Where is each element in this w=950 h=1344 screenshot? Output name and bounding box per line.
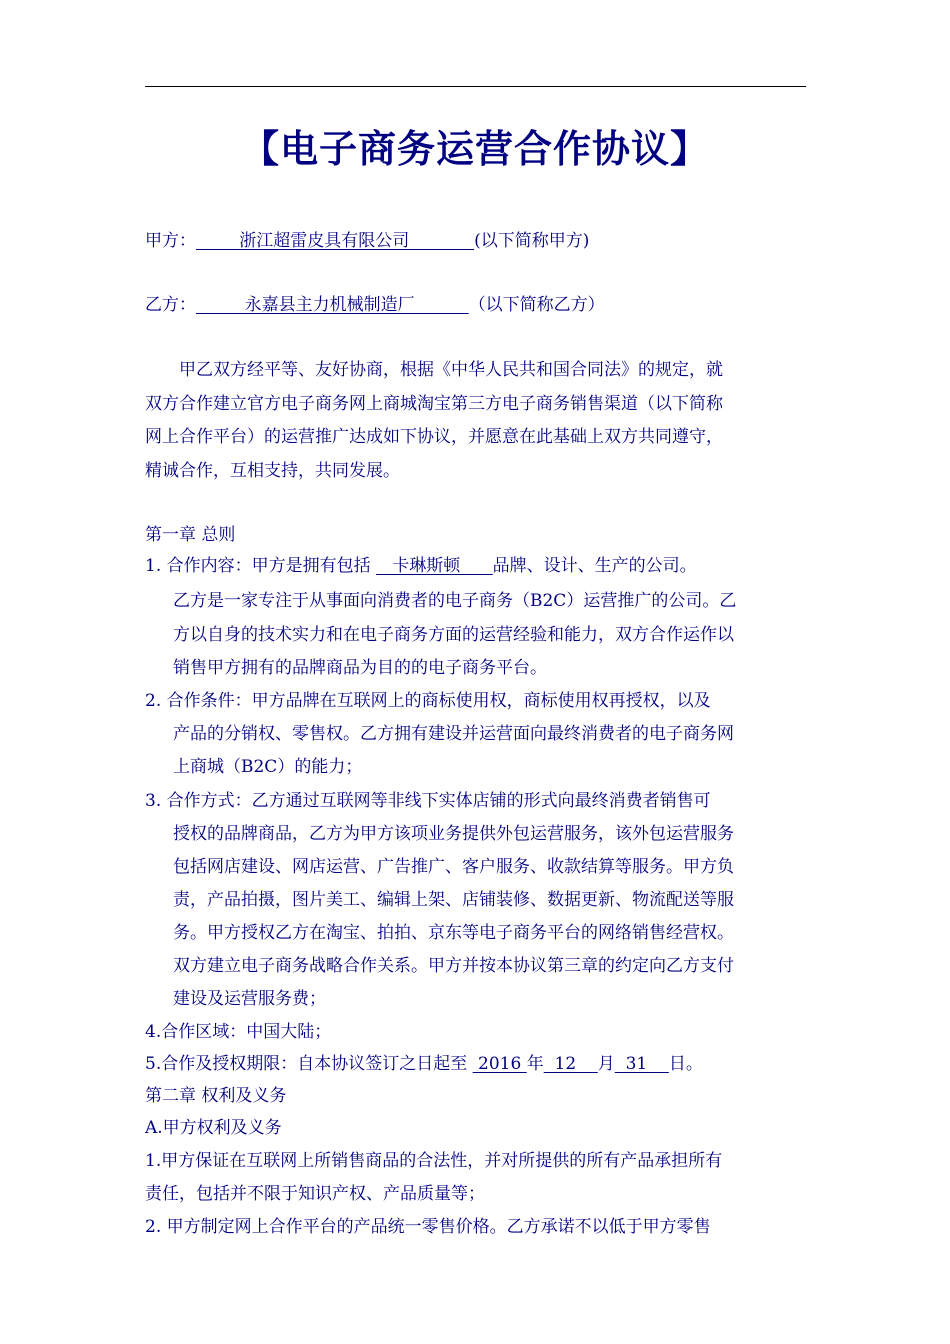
party-b-name: 永嘉县主力机械制造厂 (196, 295, 469, 315)
clause-a1-line: 责任，包括并不限于知识产权、产品质量等； (145, 1184, 485, 1204)
clause-3-line: 3. 合作方式：乙方通过互联网等非线下实体店铺的形式向最终消费者销售可 (145, 791, 711, 811)
clause-a2-line: 2. 甲方制定网上合作平台的产品统一零售价格。乙方承诺不以低于甲方零售 (145, 1217, 711, 1237)
party-a-line (145, 226, 589, 251)
preamble-line: 精诚合作，互相支持，共同发展。 (145, 461, 400, 481)
brand-name: 卡琳斯顿 (376, 556, 493, 576)
preamble-line: 网上合作平台）的运营推广达成如下协议，并愿意在此基础上双方共同遵守， (145, 427, 723, 447)
party-a-suffix: (以下简称甲方) (474, 231, 590, 251)
clause-3-line: 建设及运营服务费； (173, 989, 326, 1009)
end-day: 31 (614, 1054, 669, 1074)
clause-4-line: 4.合作区域：中国大陆； (145, 1022, 332, 1042)
chapter-2-heading: 第二章 权利及义务 (145, 1086, 287, 1106)
preamble-line: 双方合作建立官方电子商务网上商城淘宝第三方电子商务销售渠道（以下简称 (145, 394, 723, 414)
month-unit: 月 (597, 1054, 615, 1074)
clause-3-line: 包括网店建设、网店运营、广告推广、客户服务、收款结算等服务。甲方负 (173, 857, 734, 877)
end-month: 12 (543, 1054, 598, 1074)
section-a-heading: A.甲方权利及义务 (145, 1118, 282, 1138)
party-b-line (145, 290, 605, 315)
clause-1-after: 品牌、设计、生产的公司。 (492, 556, 697, 576)
top-divider (145, 86, 806, 87)
day-unit: 日。 (668, 1054, 703, 1074)
clause-1-line: 销售甲方拥有的品牌商品为目的的电子商务平台。 (173, 658, 547, 678)
party-a-label: 甲方： (145, 231, 196, 251)
clause-2-line: 上商城（B2C）的能力； (173, 757, 363, 777)
clause-1-prefix: 1. 合作内容：甲方是拥有包括 (145, 556, 377, 576)
clause-3-line: 双方建立电子商务战略合作关系。甲方并按本协议第三章的约定向乙方支付 (173, 956, 734, 976)
clause-5-line (145, 1049, 703, 1074)
year-unit: 年 (526, 1054, 544, 1074)
party-b-suffix: （以下简称乙方） (468, 295, 605, 315)
clause-1-line: 方以自身的技术实力和在电子商务方面的运营经验和能力，双方合作运作以 (173, 625, 734, 645)
clause-1-line: 乙方是一家专注于从事面向消费者的电子商务（B2C）运营推广的公司。乙 (173, 591, 737, 611)
document-title: 【电子商务运营合作协议】 (240, 126, 709, 171)
party-b-label: 乙方： (145, 295, 196, 315)
clause-5-prefix: 5.合作及授权期限：自本协议签订之日起至 (145, 1054, 473, 1074)
clause-2-line: 2. 合作条件：甲方品牌在互联网上的商标使用权，商标使用权再授权，以及 (145, 691, 711, 711)
clause-3-line: 务。甲方授权乙方在淘宝、拍拍、京东等电子商务平台的网络销售经营权。 (173, 923, 734, 943)
clause-1-first-line (145, 551, 697, 576)
clause-3-line: 责，产品拍摄，图片美工、编辑上架、店铺装修、数据更新、物流配送等服 (173, 890, 734, 910)
clause-3-line: 授权的品牌商品，乙方为甲方该项业务提供外包运营服务，该外包运营服务 (173, 824, 734, 844)
preamble-line: 甲乙双方经平等、友好协商，根据《中华人民共和国合同法》的规定，就 (179, 360, 723, 380)
clause-a1-line: 1.甲方保证在互联网上所销售商品的合法性，并对所提供的所有产品承担所有 (145, 1151, 723, 1171)
chapter-1-heading: 第一章 总则 (145, 525, 236, 545)
clause-2-line: 产品的分销权、零售权。乙方拥有建设并运营面向最终消费者的电子商务网 (173, 724, 734, 744)
end-year: 2016 (472, 1054, 527, 1074)
party-a-name: 浙江超雷皮具有限公司 (196, 231, 475, 251)
